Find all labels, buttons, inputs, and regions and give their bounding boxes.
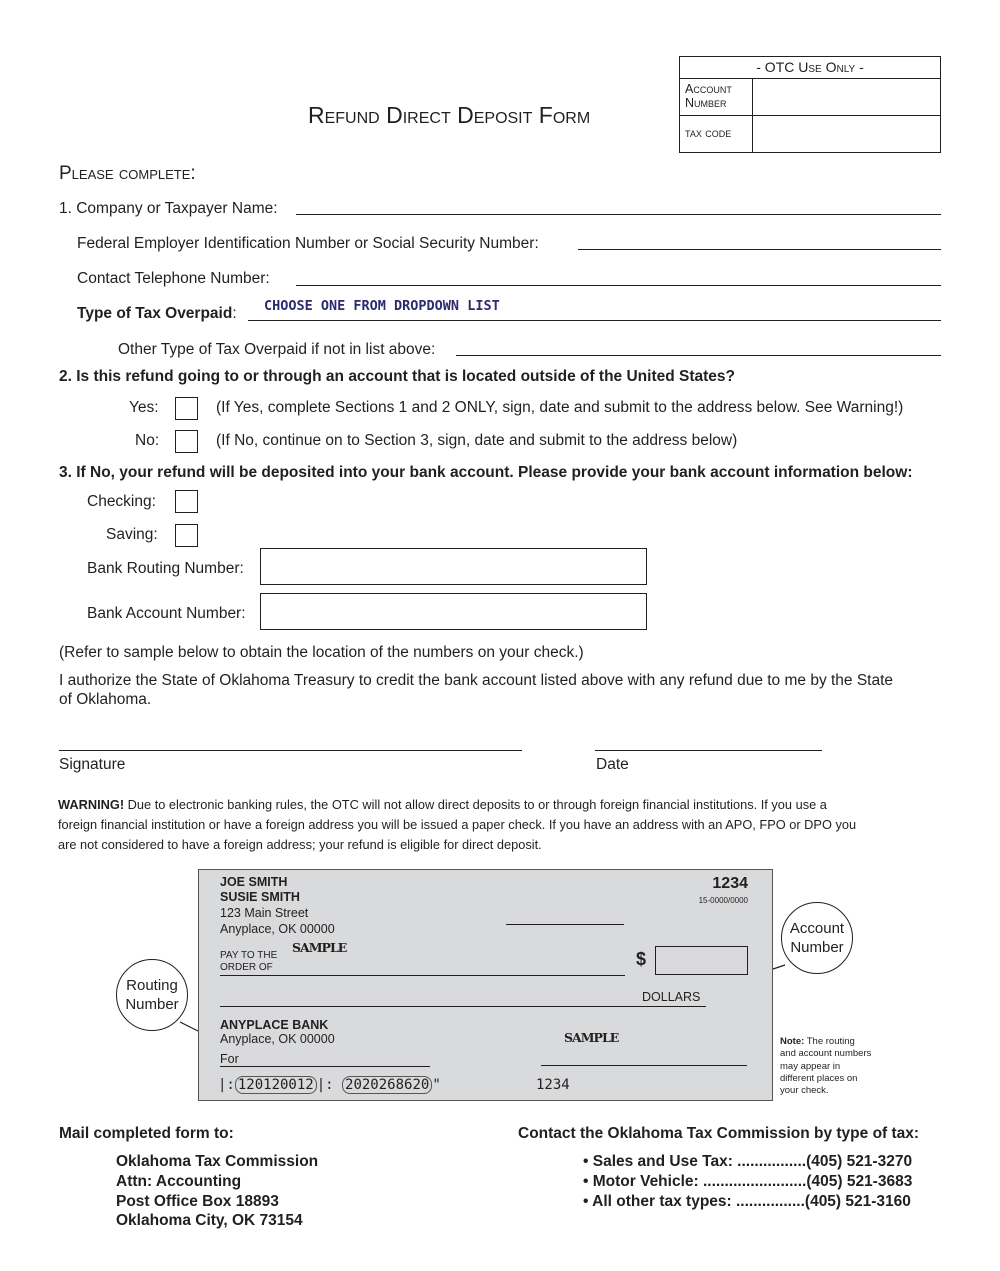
account-callout: Account Number <box>781 902 853 974</box>
contact-phone: (405) 521-3160 <box>804 1192 911 1210</box>
company-label: 1. Company or Taxpayer Name: <box>59 200 278 217</box>
check-name-2: SUSIE SMITH <box>220 890 300 904</box>
for-label: For <box>220 1052 239 1066</box>
contact-label: • Motor Vehicle: ........................ <box>583 1172 807 1190</box>
micr-routing: 120120012 <box>235 1076 317 1094</box>
checking-label: Checking: <box>87 493 156 510</box>
tax-type-dropdown[interactable]: CHOOSE ONE FROM DROPDOWN LIST <box>264 298 500 314</box>
authorize-line-2: of Oklahoma. <box>59 691 152 708</box>
authorize-line-1: I authorize the State of Oklahoma Treasury to credit the bank account listed above with any refund due to me by the State <box>59 672 894 689</box>
dollars-label: DOLLARS <box>642 990 701 1004</box>
contact-heading: Contact the Oklahoma Tax Commission by type of tax: <box>518 1125 920 1142</box>
check-city: Anyplace, OK 00000 <box>220 922 335 936</box>
warning-label: WARNING! <box>58 797 125 812</box>
date-line <box>506 924 624 925</box>
pay-to-label: PAY TO THE ORDER OF <box>220 950 278 973</box>
account-label: Bank Account Number: <box>87 605 246 622</box>
check-name-1: JOE SMITH <box>220 875 288 889</box>
bank-city: Anyplace, OK 00000 <box>220 1032 335 1046</box>
contact-phone: (405) 521-3683 <box>806 1172 913 1190</box>
micr-line: |: 120120012 |: 2020268620 " <box>218 1077 441 1093</box>
dollars-line <box>220 1006 706 1007</box>
fein-label: Federal Employer Identification Number or Social Security Number: <box>77 235 539 252</box>
phone-label: Contact Telephone Number: <box>77 270 270 287</box>
routing-label: Bank Routing Number: <box>87 560 244 577</box>
no-note: (If No, continue on to Section 3, sign, date and submit to the address below) <box>216 432 738 449</box>
contact-phone: (405) 521-3270 <box>806 1153 913 1170</box>
dollar-sign: $ <box>636 949 647 969</box>
signature-line <box>541 1065 747 1066</box>
warning-line: are not considered to have a foreign address; your refund is eligible for direct deposit. <box>58 837 542 852</box>
section3-heading: 3. If No, your refund will be deposited into your bank account. Please provide your bank account information below: <box>59 464 913 481</box>
section2-question: 2. Is this refund going to or through an account that is located outside of the United States? <box>59 368 735 385</box>
sample-check <box>198 869 773 1101</box>
yes-note: (If Yes, complete Sections 1 and 2 ONLY, sign, date and submit to the address below. See Warning!) <box>216 399 904 416</box>
bank-name: ANYPLACE BANK <box>220 1018 329 1032</box>
for-line <box>220 1066 430 1067</box>
tax-type-label: Type of Tax Overpaid <box>77 305 233 322</box>
no-label: No: <box>135 432 160 449</box>
mail-heading: Mail completed form to: <box>59 1125 234 1142</box>
mail-address: Oklahoma Tax Commission Attn: Accounting Post Office Box 18893 Oklahoma City, OK 73154 <box>116 1153 319 1230</box>
contact-label: • All other tax types: ................ <box>583 1192 805 1210</box>
sample-stamp: SAMPLE <box>292 940 347 955</box>
please-complete-heading: Please complete: <box>59 163 196 184</box>
check-fraction: 15-0000/0000 <box>698 896 748 905</box>
micr-account: 2020268620 <box>342 1076 432 1094</box>
warning-line: foreign financial institution or have a foreign address you will be issued a paper check. If you have an address with an APO, FPO or DPO you <box>58 817 857 832</box>
otc-header: - OTC Use Only - <box>680 57 940 79</box>
date-label: Date <box>596 756 629 773</box>
refer-note: (Refer to sample below to obtain the location of the numbers on your check.) <box>59 644 584 661</box>
contact-list <box>583 1152 912 1211</box>
payee-line <box>220 975 625 976</box>
amount-box <box>655 946 748 975</box>
other-tax-label: Other Type of Tax Overpaid if not in list above: <box>118 341 436 358</box>
account-number-label: Account Number <box>680 79 753 115</box>
contact-label: • Sales and Use Tax: ................ <box>583 1153 807 1170</box>
check-note: Note: The routing and account numbers may appear in different places on your check. <box>780 1036 872 1097</box>
check-number: 1234 <box>712 875 748 892</box>
check-street: 123 Main Street <box>220 906 309 920</box>
micr-check-number: 1234 <box>536 1077 570 1093</box>
saving-label: Saving: <box>106 526 158 543</box>
sample-stamp-signature: SAMPLE <box>564 1030 619 1045</box>
tax-code-label: tax code <box>680 116 753 152</box>
warning-line: Due to electronic banking rules, the OTC will not allow direct deposits to or through foreign financial institutions. If you use a <box>124 797 827 812</box>
routing-callout: Routing Number <box>116 959 188 1031</box>
page-title: Refund Direct Deposit Form <box>308 102 591 128</box>
yes-label: Yes: <box>129 399 159 416</box>
signature-label: Signature <box>59 756 126 773</box>
